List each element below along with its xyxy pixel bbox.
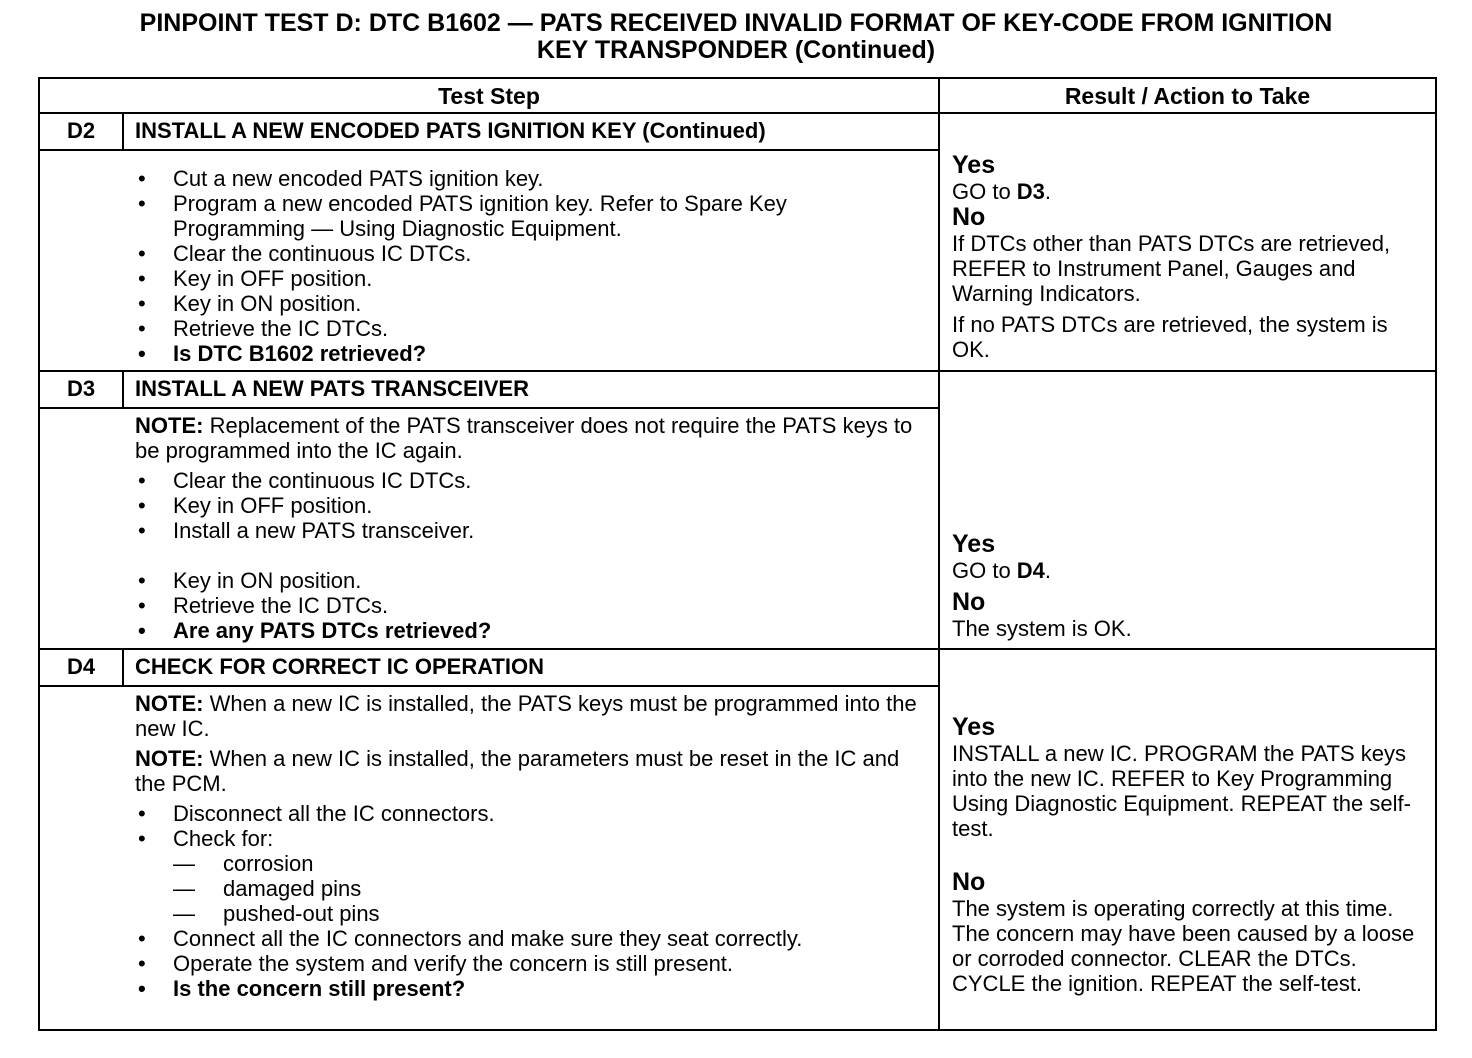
note: NOTE: When a new IC is installed, the parameters must be reset in the IC and the PCM. — [135, 746, 900, 796]
bullet-item: • Install a new PATS transceiver. — [135, 518, 924, 543]
goto-link-d4: D4 — [1016, 558, 1045, 583]
yes-label: Yes — [952, 713, 996, 741]
step-body-d3 — [124, 413, 924, 643]
yes-action: INSTALL a new IC. PROGRAM the PATS keys into the new IC. REFER to Key Programming Using Diagnostic Equipment. REPEAT the self-test. — [952, 741, 1411, 841]
bullet-item: • Clear the continuous IC DTCs. — [135, 241, 924, 266]
bullet-item: • Clear the continuous IC DTCs. — [135, 468, 924, 493]
step-title-d4: CHECK FOR CORRECT IC OPERATION — [135, 654, 545, 679]
bullet-item: • Cut a new encoded PATS ignition key. — [135, 166, 924, 191]
check-item: — pushed-out pins — [173, 901, 924, 926]
bullet-item: • Key in ON position. — [135, 568, 924, 593]
bullet-item: • Disconnect all the IC connectors. — [135, 801, 924, 826]
note: NOTE: Replacement of the PATS transceiver does not require the PATS keys to be programmed into the IC again. — [135, 413, 913, 463]
note: NOTE: When a new IC is installed, the PATS keys must be programmed into the new IC. — [135, 691, 917, 741]
step-title-d2: INSTALL A NEW ENCODED PATS IGNITION KEY (Continued) — [135, 118, 766, 143]
result-d3 — [940, 531, 1435, 641]
no-action: The system is operating correctly at this time. The concern may have been caused by a loose or corroded connector. CLEAR the DTCs. CYCLE the ignition. REPEAT the self-test. — [952, 896, 1415, 996]
no-action: If DTCs other than PATS DTCs are retrieved, REFER to Instrument Panel, Gauges and Warning Indicators. — [952, 231, 1391, 306]
check-list — [173, 851, 924, 926]
step-body-d4 — [124, 691, 924, 1001]
bullet-item: • Connect all the IC connectors and make sure they seat correctly. — [135, 926, 924, 951]
result-d4 — [940, 714, 1435, 996]
bullet-item: • Key in OFF position. — [135, 493, 924, 518]
bullet-item: • Program a new encoded PATS ignition key. Refer to Spare Key Programming — Using Diagnostic Equipment. — [135, 191, 924, 241]
step-title-d3: INSTALL A NEW PATS TRANSCEIVER — [135, 376, 529, 401]
d2-title-divider — [40, 149, 938, 151]
bullet-item: • Operate the system and verify the concern is still present. — [135, 951, 924, 976]
no-action: The system is OK. — [952, 616, 1132, 641]
title-line-1: PINPOINT TEST D: DTC B1602 — PATS RECEIVED INVALID FORMAT OF KEY-CODE FROM IGNITION — [139, 9, 1333, 37]
yes-action: GO to D4. — [952, 558, 1052, 583]
bullet-item: • Key in ON position. — [135, 291, 924, 316]
bullet-item: • Retrieve the IC DTCs. — [135, 316, 924, 341]
step-id-d4: D4 — [66, 654, 96, 679]
bullet-item: • Check for: — corrosion — damaged pins — pushed-out pins — [135, 826, 924, 926]
goto-link-d3: D3 — [1016, 179, 1045, 204]
d4-title-divider — [40, 685, 938, 687]
header-result-action: Result / Action to Take — [1064, 83, 1311, 109]
d3-title-divider — [40, 407, 938, 409]
bullet-item: • Key in OFF position. — [135, 266, 924, 291]
no-label: No — [952, 868, 986, 896]
yes-action: GO to D3. — [952, 179, 1052, 204]
check-item: — corrosion — [173, 851, 924, 876]
step-body-d2 — [124, 166, 924, 366]
no-action-2: If no PATS DTCs are retrieved, the system is OK. — [952, 312, 1388, 362]
page-title — [0, 10, 1472, 64]
pinpoint-test-table — [38, 77, 1437, 1031]
yes-label: Yes — [952, 530, 996, 558]
check-item: — damaged pins — [173, 876, 924, 901]
result-d2 — [940, 152, 1435, 362]
step-question-d2: • Is DTC B1602 retrieved? — [135, 341, 924, 366]
no-label: No — [952, 588, 986, 616]
header-test-step: Test Step — [438, 83, 540, 109]
step-question-d3: • Are any PATS DTCs retrieved? — [135, 618, 924, 643]
bullet-item: • Retrieve the IC DTCs. — [135, 593, 924, 618]
title-line-2: KEY TRANSPONDER (Continued) — [536, 36, 936, 64]
yes-label: Yes — [952, 151, 996, 179]
step-id-d3: D3 — [66, 376, 96, 401]
no-label: No — [952, 203, 986, 231]
step-question-d4: • Is the concern still present? — [135, 976, 924, 1001]
step-id-d2: D2 — [66, 118, 96, 143]
